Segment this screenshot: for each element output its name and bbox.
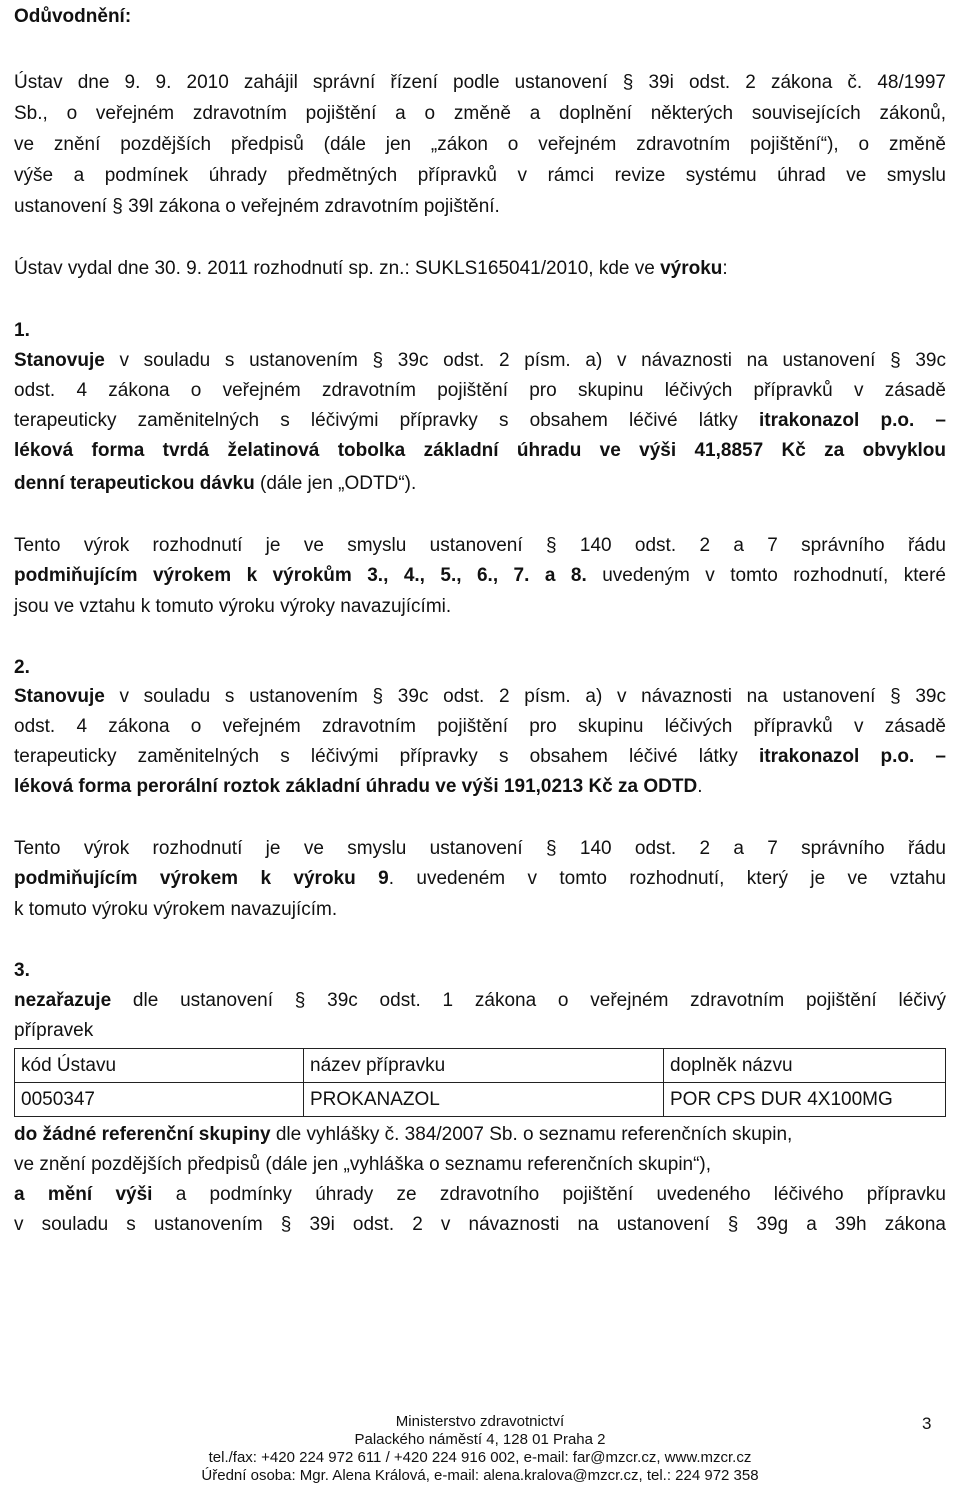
item1-line: Tento výrok rozhodnutí je ve smyslu ustanovení § 140 odst. 2 a 7 správního řádu: [14, 535, 946, 556]
footer-ministry: Ministerstvo zdravotnictví: [395, 1413, 565, 1430]
table-cell: PROKANAZOL: [304, 1083, 664, 1117]
item2-line: k tomuto výroku výrokem navazujícím.: [14, 899, 338, 920]
item2-line: odst. 4 zákona o veřejném zdravotním pojištění pro skupinu léčivých přípravků v zásadě: [14, 716, 946, 737]
product-table: [14, 1048, 946, 1117]
table-header-row: [15, 1049, 946, 1083]
intro-line: Sb., o veřejném zdravotním pojištění a o změně a doplnění některých souvisejících zákonů,: [14, 103, 946, 124]
table-header-cell: název přípravku: [304, 1049, 664, 1083]
item2-line: Stanovuje v souladu s ustanovením § 39c odst. 2 písm. a) v návaznosti na ustanovení § 39c: [14, 686, 946, 707]
table-cell: 0050347: [15, 1083, 304, 1117]
item1-line: Stanovuje v souladu s ustanovením § 39c odst. 2 písm. a) v návaznosti na ustanovení § 39c: [14, 350, 946, 371]
footer-contact: tel./fax: +420 224 972 611 / +420 224 916 002, e-mail: far@mzcr.cz, www.mzcr.cz: [208, 1449, 752, 1466]
item1-line: odst. 4 zákona o veřejném zdravotním pojištění pro skupinu léčivých přípravků v zásadě: [14, 380, 946, 401]
item1-line: denní terapeutickou dávku (dále jen „ODTD“).: [14, 473, 417, 494]
page-number: 3: [922, 1414, 932, 1433]
table-header-cell: kód Ústavu: [15, 1049, 304, 1083]
item3-line: a mění výši a podmínky úhrady ze zdravotního pojištění uvedeného léčivého přípravku: [14, 1184, 946, 1205]
section-heading: Odůvodnění:: [14, 6, 132, 27]
table-row: [15, 1083, 946, 1117]
table-header-cell: doplněk názvu: [664, 1049, 946, 1083]
item-number: 1.: [14, 320, 30, 341]
footer-official: Úřední osoba: Mgr. Alena Králová, e-mail: alena.kralova@mzcr.cz, tel.: 224 972 358: [201, 1467, 759, 1484]
item3-line: ve znění pozdějších předpisů (dále jen „vyhláška o seznamu referenčních skupin“),: [14, 1154, 712, 1175]
item1-line: léková forma tvrdá želatinová tobolka základní úhradu ve výši 41,8857 Kč za obvyklou: [14, 440, 946, 461]
decision-line: Ústav vydal dne 30. 9. 2011 rozhodnutí sp. zn.: SUKLS165041/2010, kde ve výroku:: [14, 258, 728, 279]
item2-line: léková forma perorální roztok základní úhradu ve výši 191,0213 Kč za ODTD.: [14, 776, 703, 797]
intro-line: Ústav dne 9. 9. 2010 zahájil správní řízení podle ustanovení § 39i odst. 2 zákona č. 48/1997: [14, 72, 946, 93]
item-number: 2.: [14, 657, 30, 678]
intro-line: výše a podmínek úhrady předmětných přípravků v rámci revize systému úhrad ve smyslu: [14, 165, 946, 186]
item1-line: terapeuticky zaměnitelných s léčivými přípravky s obsahem léčivé látky itrakonazol p.o. –: [14, 410, 946, 431]
table-cell: POR CPS DUR 4X100MG: [664, 1083, 946, 1117]
footer-address: Palackého náměstí 4, 128 01 Praha 2: [354, 1431, 606, 1448]
item2-line: podmiňujícím výrokem k výroku 9. uvedeném v tomto rozhodnutí, který je ve vztahu: [14, 868, 946, 889]
item1-line: podmiňujícím výrokem k výrokům 3., 4., 5., 6., 7. a 8. uvedeným v tomto rozhodnutí, které: [14, 565, 946, 586]
item2-line: Tento výrok rozhodnutí je ve smyslu ustanovení § 140 odst. 2 a 7 správního řádu: [14, 838, 946, 859]
intro-line: ve znění pozdějších předpisů (dále jen „zákon o veřejném zdravotním pojištění“), o změně: [14, 134, 946, 155]
item3-line: do žádné referenční skupiny dle vyhlášky č. 384/2007 Sb. o seznamu referenčních skupin,: [14, 1124, 793, 1145]
intro-line: ustanovení § 39l zákona o veřejném zdravotním pojištění.: [14, 196, 500, 217]
item3-line: v souladu s ustanovením § 39i odst. 2 v návaznosti na ustanovení § 39g a 39h zákona: [14, 1214, 946, 1235]
item3-line: přípravek: [14, 1020, 94, 1041]
item-number: 3.: [14, 960, 30, 981]
item1-line: jsou ve vztahu k tomuto výroku výroky navazujícími.: [14, 596, 452, 617]
item2-line: terapeuticky zaměnitelných s léčivými přípravky s obsahem léčivé látky itrakonazol p.o. –: [14, 746, 946, 767]
item3-line: nezařazuje dle ustanovení § 39c odst. 1 zákona o veřejném zdravotním pojištění léčivý: [14, 990, 946, 1011]
